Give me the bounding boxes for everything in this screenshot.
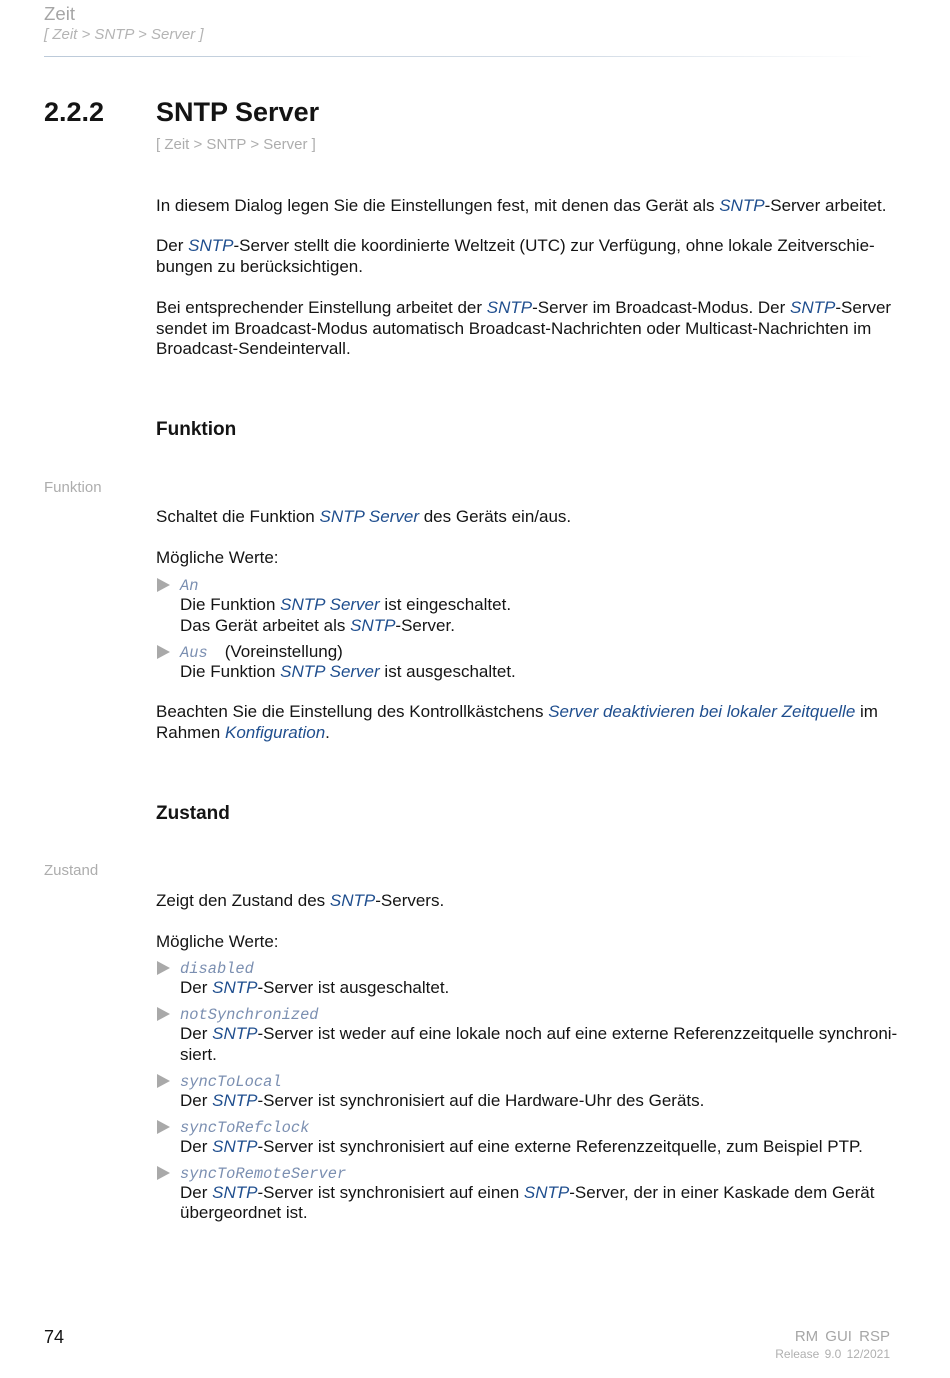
value-line [180, 958, 897, 978]
text-run: Bei entsprechender Einstellung arbeitet der [156, 298, 487, 317]
intro-paragraph-2 [156, 236, 875, 277]
cross-reference: SNTP Server [280, 661, 380, 681]
text-line [180, 1137, 897, 1158]
value-code: syncToRemoteServer [180, 1164, 347, 1183]
text-run: Der [180, 1136, 213, 1156]
text-run: Schaltet die Funktion [156, 507, 320, 526]
cross-reference: SNTP [350, 615, 396, 635]
text-line [180, 978, 897, 999]
triangle-bullet-icon [157, 1007, 170, 1021]
subsection-heading-zustand: Zustand [156, 803, 230, 824]
value-item [180, 642, 516, 683]
default-note: (Voreinstellung) [224, 641, 343, 661]
cross-reference: SNTP [523, 1182, 570, 1202]
text-run: ist ausgeschaltet. [379, 661, 516, 681]
text-run: -Server ist weder auf eine lokale noch auf eine externe Referenzzeitquelle synchroni- [257, 1024, 898, 1043]
zustand-values-label [156, 932, 279, 953]
text-run: ist eingeschaltet. [379, 595, 512, 614]
value-line [180, 1163, 897, 1183]
cross-reference: SNTP [212, 1090, 258, 1110]
intro-paragraph-1 [156, 196, 886, 217]
text-run: siert. [180, 1044, 217, 1064]
text-run: -Server ist synchronisiert auf eine externe Referenzzeitquelle, zum Beispiel PTP. [257, 1136, 863, 1156]
text-line [156, 891, 444, 912]
text-run: -Server, der in einer Kaskade dem Gerät [569, 1182, 875, 1202]
text-line [180, 616, 516, 637]
value-code: disabled [180, 960, 254, 978]
text-run: Das Gerät arbeitet als [180, 615, 351, 635]
text-run: -Server ist ausgeschaltet. [257, 978, 450, 997]
text-run: sendet im Broadcast-Modus automatisch Broadcast-Nachrichten oder Multicast-Nachrichten im [156, 318, 872, 338]
text-run: im [855, 702, 878, 721]
funktion-values-label [156, 548, 279, 569]
value-line [180, 642, 516, 662]
text-run: -Server stellt die koordinierte Weltzeit (UTC) zur Verfügung, ohne lokale Zeitverschie- [233, 236, 875, 255]
text-run: Broadcast-Sendeintervall. [156, 339, 351, 358]
cross-reference: SNTP [719, 196, 765, 215]
cross-reference: SNTP [188, 236, 234, 255]
footer-product: RM GUI RSP [794, 1328, 890, 1345]
value-item [180, 1071, 897, 1112]
intro-paragraph-3 [156, 298, 891, 360]
text-line [156, 257, 875, 278]
cross-reference: SNTP [486, 298, 533, 317]
cross-reference: SNTP [329, 891, 376, 910]
cross-reference: Server deaktivieren bei lokaler Zeitquelle [548, 702, 856, 721]
text-run: Rahmen [156, 722, 225, 742]
triangle-bullet-icon [157, 1166, 170, 1180]
zustand-value-list [180, 958, 897, 1229]
text-run: Die Funktion [180, 595, 281, 614]
text-line [180, 1091, 897, 1112]
funktion-note [156, 702, 878, 743]
value-code: An [180, 577, 199, 595]
value-code: Aus [180, 643, 208, 662]
text-line [156, 196, 886, 217]
text-run: bungen zu berücksichtigen. [156, 256, 363, 276]
zustand-description [156, 891, 444, 912]
text-line [180, 1183, 897, 1204]
text-run: -Server [835, 298, 892, 317]
text-run: Der [180, 1182, 213, 1202]
triangle-bullet-icon [157, 1120, 170, 1134]
cross-reference: SNTP [212, 1182, 258, 1202]
running-header-path: [ Zeit > SNTP > Server ] [44, 26, 204, 43]
text-run: Der [180, 1090, 213, 1110]
page-number: 74 [44, 1327, 65, 1347]
cross-reference: SNTP [790, 298, 836, 317]
text-line [156, 298, 891, 319]
value-line [180, 1004, 897, 1024]
text-run: Der [156, 236, 189, 255]
text-run: des Geräts ein/aus. [419, 507, 572, 526]
text-run: . [325, 722, 330, 742]
section-menu-path: [ Zeit > SNTP > Server ] [156, 136, 316, 153]
text-line [180, 1045, 897, 1066]
text-line [156, 723, 878, 744]
section-number: 2.2.2 [44, 97, 105, 127]
value-item [180, 1004, 897, 1065]
cross-reference: SNTP [212, 978, 258, 997]
text-run: Beachten Sie die Einstellung des Kontrollkästchens [156, 702, 549, 721]
text-line [180, 595, 516, 616]
value-line [180, 1117, 897, 1137]
margin-label-zustand: Zustand [44, 862, 99, 879]
value-item [180, 1117, 897, 1158]
value-item [180, 1163, 897, 1224]
text-run: -Server ist synchronisiert auf die Hardware-Uhr des Geräts. [257, 1090, 705, 1110]
text-run: -Servers. [375, 891, 445, 910]
subsection-heading-funktion: Funktion [156, 419, 237, 440]
text-line [156, 319, 891, 340]
cross-reference: SNTP Server [319, 507, 419, 526]
text-line [180, 1024, 897, 1045]
text-run: -Server arbeitet. [764, 196, 887, 215]
text-line [156, 702, 878, 723]
text-line: Mögliche Werte: [156, 548, 279, 567]
value-line [180, 575, 516, 595]
text-run: Der [180, 1024, 213, 1043]
section-title: SNTP Server [156, 97, 320, 127]
value-code: notSynchronized [180, 1006, 319, 1024]
cross-reference: SNTP Server [280, 595, 380, 614]
header-divider [44, 56, 874, 57]
triangle-bullet-icon [157, 645, 170, 659]
triangle-bullet-icon [157, 578, 170, 592]
text-run: Der [180, 978, 213, 997]
value-item [180, 958, 897, 999]
cross-reference: SNTP [212, 1136, 258, 1156]
text-run: Zeigt den Zustand des [156, 891, 330, 910]
cross-reference: SNTP [212, 1024, 258, 1043]
triangle-bullet-icon [157, 961, 170, 975]
text-run: Die Funktion [180, 661, 281, 681]
text-run: übergeordnet ist. [180, 1203, 308, 1222]
value-code: syncToRefclock [180, 1118, 310, 1137]
funktion-description [156, 507, 571, 528]
text-line [180, 1203, 897, 1224]
triangle-bullet-icon [157, 1074, 170, 1088]
text-line [156, 236, 875, 257]
text-run: In diesem Dialog legen Sie die Einstellungen fest, mit denen das Gerät als [156, 196, 720, 215]
margin-label-funktion: Funktion [44, 479, 102, 496]
footer-release: Release 9.0 12/2021 [775, 1347, 890, 1361]
value-line [180, 1071, 897, 1091]
running-header-chapter: Zeit [44, 3, 75, 24]
text-line: Mögliche Werte: [156, 932, 279, 951]
text-line [156, 339, 891, 360]
text-line [156, 507, 571, 528]
funktion-value-list [180, 575, 516, 688]
text-run: -Server ist synchronisiert auf einen [257, 1182, 524, 1202]
text-line [180, 662, 516, 683]
text-run: -Server im Broadcast-Modus. Der [532, 298, 791, 317]
value-item [180, 575, 516, 636]
text-run: -Server. [395, 615, 455, 635]
cross-reference: Konfiguration [224, 722, 326, 742]
value-code: syncToLocal [180, 1072, 282, 1091]
